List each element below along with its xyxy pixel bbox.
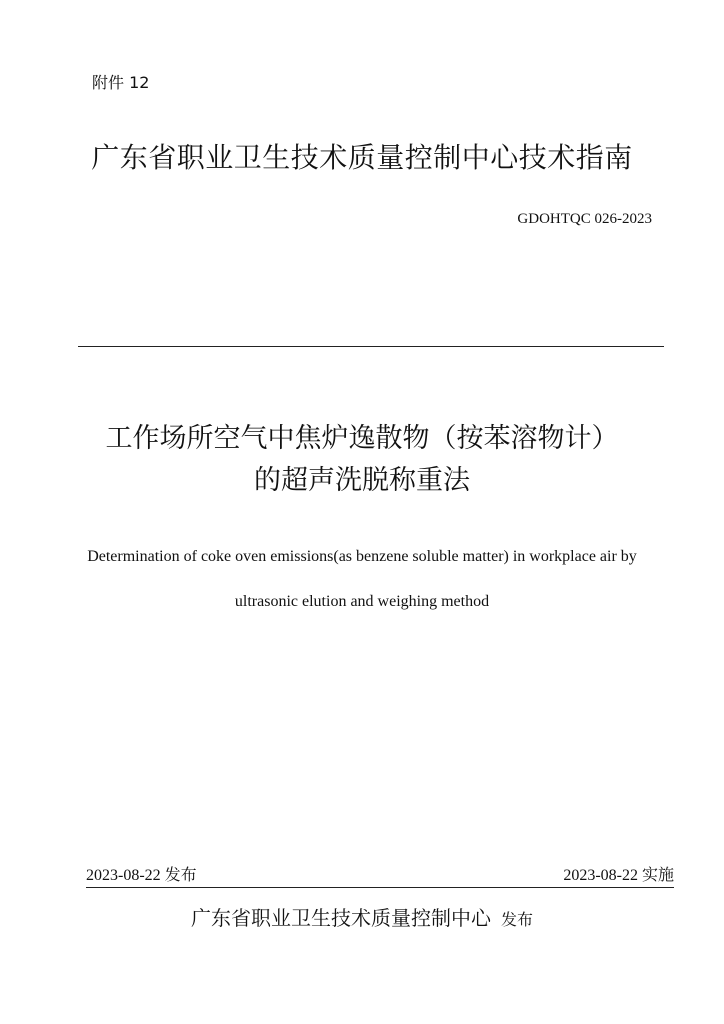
document-title-en-line2: ultrasonic elution and weighing method xyxy=(234,593,490,610)
publisher-line xyxy=(0,903,724,935)
publisher-name: 广东省职业卫生技术质量控制中心 xyxy=(190,906,491,930)
document-title-en-line1: Determination of coke oven emissions(as benzene soluble matter) in workplace air by xyxy=(87,548,637,565)
publisher-action: 发布 xyxy=(500,910,533,929)
attachment-label: 附件 12 xyxy=(92,73,150,92)
implementation-date: 2023-08-22 实施 xyxy=(563,867,674,884)
document-title-cn-line2: 的超声洗脱称重法 xyxy=(254,465,470,496)
guide-series-title: 广东省职业卫生技术质量控制中心技术指南 xyxy=(91,141,633,174)
release-date: 2023-08-22 发布 xyxy=(86,867,197,884)
document-title-cn xyxy=(0,418,724,502)
document-title-cn-line1: 工作场所空气中焦炉逸散物（按苯溶物计） xyxy=(105,423,619,454)
top-divider xyxy=(78,346,664,347)
document-title-en xyxy=(0,544,724,615)
bottom-divider xyxy=(86,887,674,888)
standard-code: GDOHTQC 026-2023 xyxy=(517,211,652,227)
